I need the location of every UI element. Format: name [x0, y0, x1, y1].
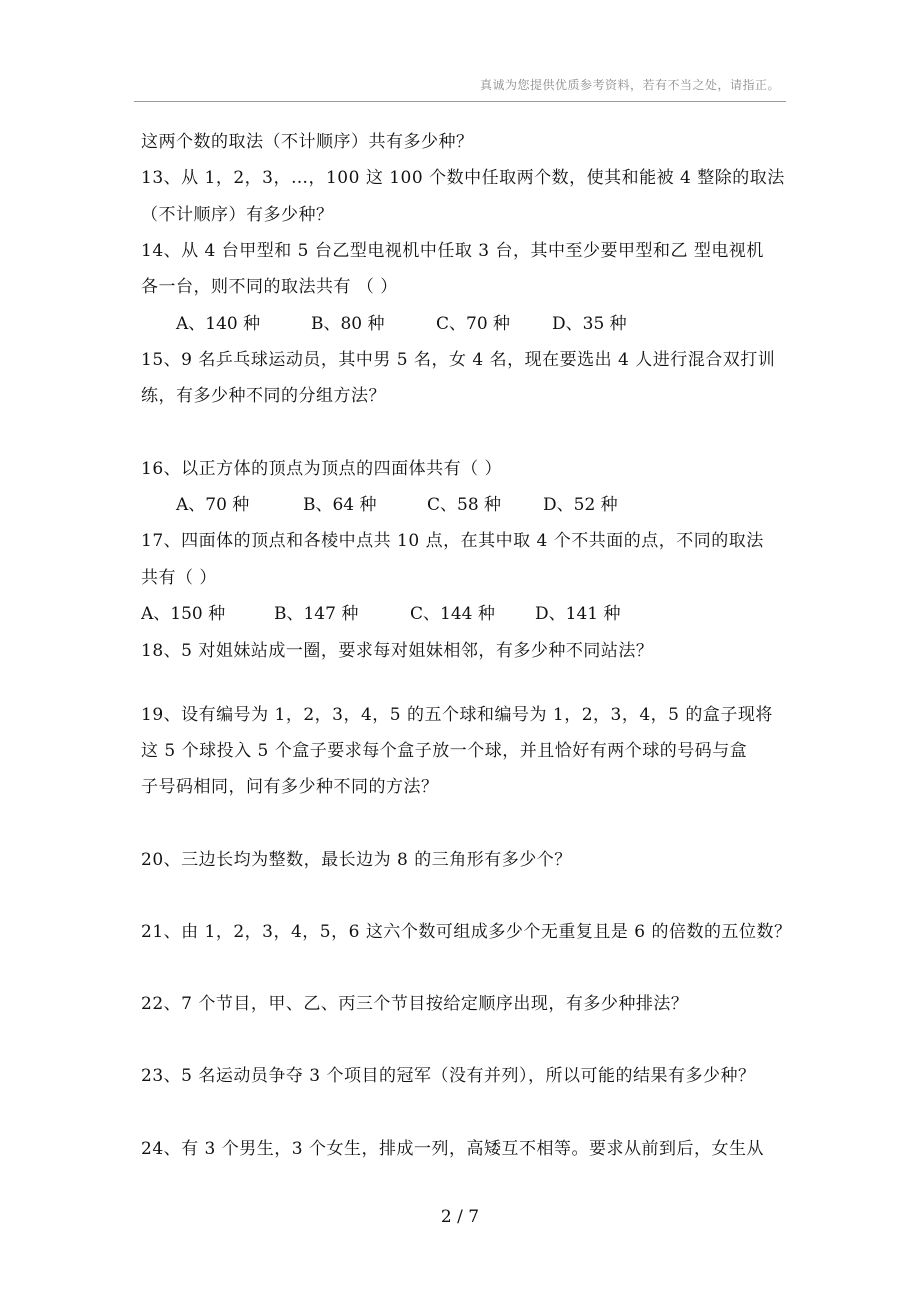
text-line: 共有（ ）: [141, 568, 217, 588]
option-d: D、141 种: [535, 604, 621, 624]
text-line: 各一台，则不同的取法共有 （ ）: [141, 277, 398, 297]
options-q14: [176, 309, 676, 334]
text-line: 22、7 个节目，甲、乙、丙三个节目按给定顺序出现，有多少种排法？: [141, 994, 689, 1014]
option-c: C、144 种: [410, 604, 495, 624]
option-a: A、70 种: [176, 495, 250, 515]
text-line: 19、设有编号为 1，2，3，4，5 的五个球和编号为 1，2，3，4，5 的盒子现将: [141, 705, 773, 725]
option-a: A、150 种: [141, 604, 226, 624]
text-line: 16、以正方体的顶点为顶点的四面体共有（ ）: [141, 459, 503, 479]
text-line: 子号码相同，问有多少种不同的方法？: [141, 777, 439, 797]
option-d: D、52 种: [543, 495, 618, 515]
text-line: 13、从 1，2，3，…，100 这 100 个数中任取两个数，使其和能被 4 整除的取法: [141, 168, 785, 188]
option-b: B、64 种: [303, 495, 377, 515]
text-line: 18、5 对姐妹站成一圈，要求每对姐妹相邻，有多少种不同站法？: [141, 641, 654, 661]
option-c: C、70 种: [436, 314, 511, 334]
text-line: 14、从 4 台甲型和 5 台乙型电视机中任取 3 台，其中至少要甲型和乙 型电视机: [141, 241, 764, 261]
text-line: 21、由 1，2，3，4，5，6 这六个数可组成多少个无重复且是 6 的倍数的五位数？: [141, 922, 792, 942]
option-a: A、140 种: [176, 314, 261, 334]
options-q17: [141, 599, 681, 624]
option-d: D、35 种: [552, 314, 627, 334]
option-b: B、80 种: [311, 314, 385, 334]
option-b: B、147 种: [274, 604, 359, 624]
header-note: 真诚为您提供优质参考资料，若有不当之处，请指正。: [479, 78, 780, 92]
text-line: 23、5 名运动员争夺 3 个项目的冠军（没有并列），所以可能的结果有多少种？: [141, 1066, 756, 1086]
option-c: C、58 种: [427, 495, 502, 515]
text-line: 练，有多少种不同的分组方法？: [141, 386, 386, 406]
text-line: 这 5 个球投入 5 个盒子要求每个盒子放一个球，并且恰好有两个球的号码与盒: [141, 741, 748, 761]
text-line: 24、有 3 个男生，3 个女生，排成一列，高矮互不相等。要求从前到后，女生从: [141, 1139, 764, 1159]
text-line: 17、四面体的顶点和各棱中点共 10 点，在其中取 4 个不共面的点，不同的取法: [141, 531, 764, 551]
header-divider: [134, 101, 786, 102]
text-line: 20、三边长均为整数，最长边为 8 的三角形有多少个？: [141, 850, 572, 870]
page-number: 2 / 7: [440, 1207, 480, 1227]
text-line: 这两个数的取法（不计顺序）共有多少种？: [141, 132, 474, 152]
options-q16: [176, 490, 676, 515]
text-line: （不计顺序）有多少种？: [141, 205, 334, 225]
text-line: 15、9 名乒乓球运动员，其中男 5 名，女 4 名，现在要选出 4 人进行混合双打训: [141, 350, 776, 370]
